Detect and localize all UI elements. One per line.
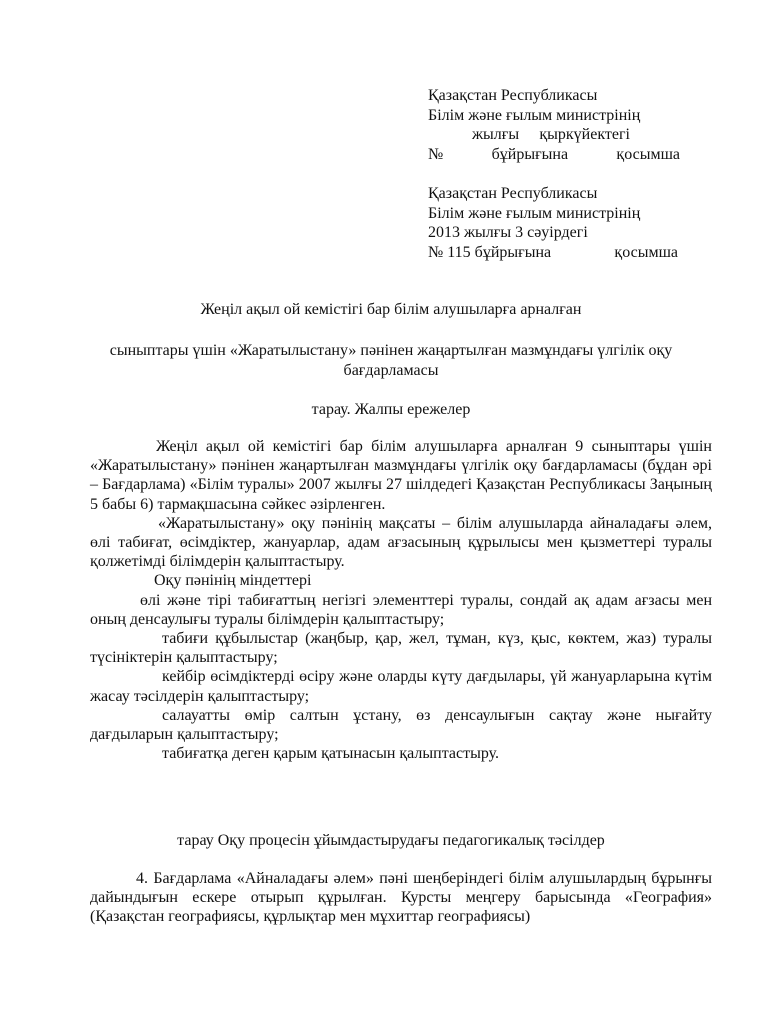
list-item: кейбір өсімдіктерді өсіру және оларды күту дағдылары, үй жануарларына күтім жасау тәсілдерін қалыптастыру;: [90, 668, 712, 705]
header-date-line: [428, 125, 630, 145]
header-appendix-word: қосымша: [614, 243, 678, 261]
header-year-word: жылғы: [472, 126, 520, 143]
list-item: өлі және тірі табиғаттың негізгі элементтері туралы, сондай ақ адам ағзасы мен оның денсаулығы туралы білімдерін қалыптастыру;: [90, 591, 712, 628]
document-subtitle: сыныптары үшін «Жаратылыстану» пәнінен жаңартылған мазмұндағы үлгілік оқу бағдарламасы: [109, 342, 673, 379]
list-item: табиғи құбылыстар (жаңбыр, қар, жел, тұман, күз, қыс, көктем, жаз) туралы түсініктерін қалыптастыру;: [90, 630, 712, 667]
header-number-sign: №: [428, 145, 444, 163]
header-line: Қазақстан Республикасы: [428, 185, 598, 202]
header-order-line: [428, 145, 680, 165]
header-date-line: 2013 жылғы 3 сәуірдегі: [428, 224, 588, 241]
section-heading-pedagogy: тарау Оқу процесін ұйымдастырудағы педагогикалық тәсілдер: [177, 832, 605, 849]
appendix-header-previous: [428, 184, 680, 262]
paragraph: Жеңіл ақыл ой кемістігі бар білім алушыларға арналған 9 сыныптары үшін «Жаратылыстану» пәнінен жаңартылған мазмұндағы үлгілік оқу бағдарламасы (бұдан әрі – Бағдарлама) «Білім туралы» 2007 жылғы 27 шілдедегі Қазақстан Республикасы Заңының 5 бабы 6) тармақшасына сәйкес әзірленген.: [90, 438, 712, 513]
header-appendix-word: қосымша: [616, 145, 680, 163]
section-heading-general: тарау. Жалпы ережелер: [311, 401, 471, 418]
header-month-word: қыркүйектегі: [539, 126, 630, 143]
header-order-number: № 115 бұйрығына: [428, 243, 552, 261]
header-line: Қазақстан Республикасы: [428, 87, 598, 104]
pedagogy-body: [90, 869, 712, 927]
paragraph: Оқу пәнінің міндеттері: [154, 572, 312, 590]
header-line: Білім және ғылым министрінің: [428, 204, 641, 222]
paragraph: «Жаратылыстану» оқу пәнінің мақсаты – білім алушыларда айналадағы әлем, өлі табиғат, өсімдіктер, жануарлар, адам ағзасының құрылысы мен қызметтері туралы қолжетімді білімдерін қалыптастыру.: [90, 514, 712, 571]
general-provisions-body: [90, 437, 712, 763]
header-line: Білім және ғылым министрінің: [428, 106, 641, 124]
list-item: табиғатқа деген қарым қатынасын қалыптастыру.: [162, 745, 500, 763]
appendix-header-current: [428, 86, 680, 164]
list-item: салауатты өмір салтын ұстану, өз денсаулығын сақтау және нығайту дағдыларын қалыптастыру;: [90, 706, 712, 744]
paragraph: 4. Бағдарлама «Айналадағы әлем» пәні шеңберіндегі білім алушылардың бұрынғы дайындығын ескере отырып құрылған. Курсты меңгеру барысында «География» (Қазақстан географиясы, құрлықтар мен мұхиттар географиясы): [90, 870, 712, 926]
header-order-word: бұйрығына: [491, 145, 569, 163]
document-title: Жеңіл ақыл ой кемістігі бар білім алушыларға арналған: [200, 301, 582, 318]
header-order-line: [428, 243, 678, 263]
